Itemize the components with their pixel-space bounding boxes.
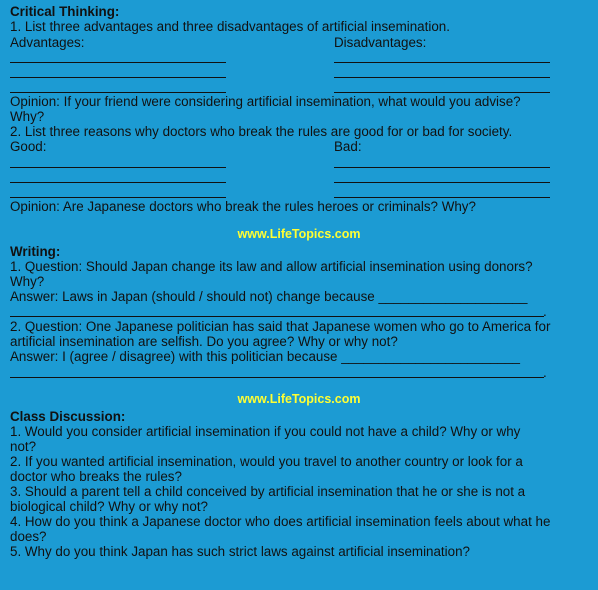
writing-question-1-line-1: 1. Question: Should Japan change its law and allow artificial insemination using donors? [10,259,533,274]
writing-heading: Writing: [10,244,61,259]
bad-line-2[interactable] [334,182,550,183]
discussion-line: 2. If you wanted artificial insemination, would you travel to another country or look for a [10,454,523,469]
discussion-line: not? [10,439,37,454]
answer-2-line[interactable] [10,377,544,378]
critical-thinking-heading: Critical Thinking: [10,4,120,19]
advantages-label: Advantages: [10,35,85,50]
answer-1-period: . [543,304,547,319]
writing-answer-1: Answer: Laws in Japan (should / should not) change because ____________________ [10,289,528,304]
discussion-line: does? [10,529,47,544]
writing-question-1-line-2: Why? [10,274,45,289]
disadvantage-line-3[interactable] [334,92,550,93]
answer-1-line[interactable] [10,316,544,317]
critical-question-1: 1. List three advantages and three disadvantages of artificial insemination. [10,19,450,34]
advantage-line-2[interactable] [10,77,226,78]
opinion-1-line-2: Why? [10,109,45,124]
writing-answer-2: Answer: I (agree / disagree) with this politician because ________________________ [10,349,520,364]
opinion-1-line-1: Opinion: If your friend were considering artificial insemination, what would you advise? [10,94,521,109]
good-label: Good: [10,139,47,154]
discussion-line: biological child? Why or why not? [10,499,208,514]
disadvantage-line-2[interactable] [334,77,550,78]
critical-question-2: 2. List three reasons why doctors who break the rules are good for or bad for society. [10,124,513,139]
good-line-3[interactable] [10,197,226,198]
watermark-lifetopics-1: www.LifeTopics.com [237,227,361,241]
advantage-line-1[interactable] [10,62,226,63]
bad-line-1[interactable] [334,167,550,168]
bad-label: Bad: [334,139,362,154]
opinion-2: Opinion: Are Japanese doctors who break the rules heroes or criminals? Why? [10,199,476,214]
writing-question-2-line-1: 2. Question: One Japanese politician has said that Japanese women who go to America for [10,319,551,334]
discussion-line: 3. Should a parent tell a child conceived by artificial insemination that he or she is not a [10,484,526,499]
good-line-1[interactable] [10,167,226,168]
discussion-line: 4. How do you think a Japanese doctor who does artificial insemination feels about what he [10,514,551,529]
advantage-line-3[interactable] [10,92,226,93]
answer-2-period: . [543,365,547,380]
discussion-line: 1. Would you consider artificial insemination if you could not have a child? Why or why [10,424,521,439]
watermark-lifetopics-2: www.LifeTopics.com [237,392,361,406]
bad-line-3[interactable] [334,197,550,198]
disadvantages-label: Disadvantages: [334,35,427,50]
disadvantage-line-1[interactable] [334,62,550,63]
class-discussion-heading: Class Discussion: [10,409,126,424]
writing-question-2-line-2: artificial insemination are selfish. Do you agree? Why or why not? [10,334,398,349]
discussion-line: doctor who breaks the rules? [10,469,182,484]
good-line-2[interactable] [10,182,226,183]
discussion-line: 5. Why do you think Japan has such strict laws against artificial insemination? [10,544,470,559]
